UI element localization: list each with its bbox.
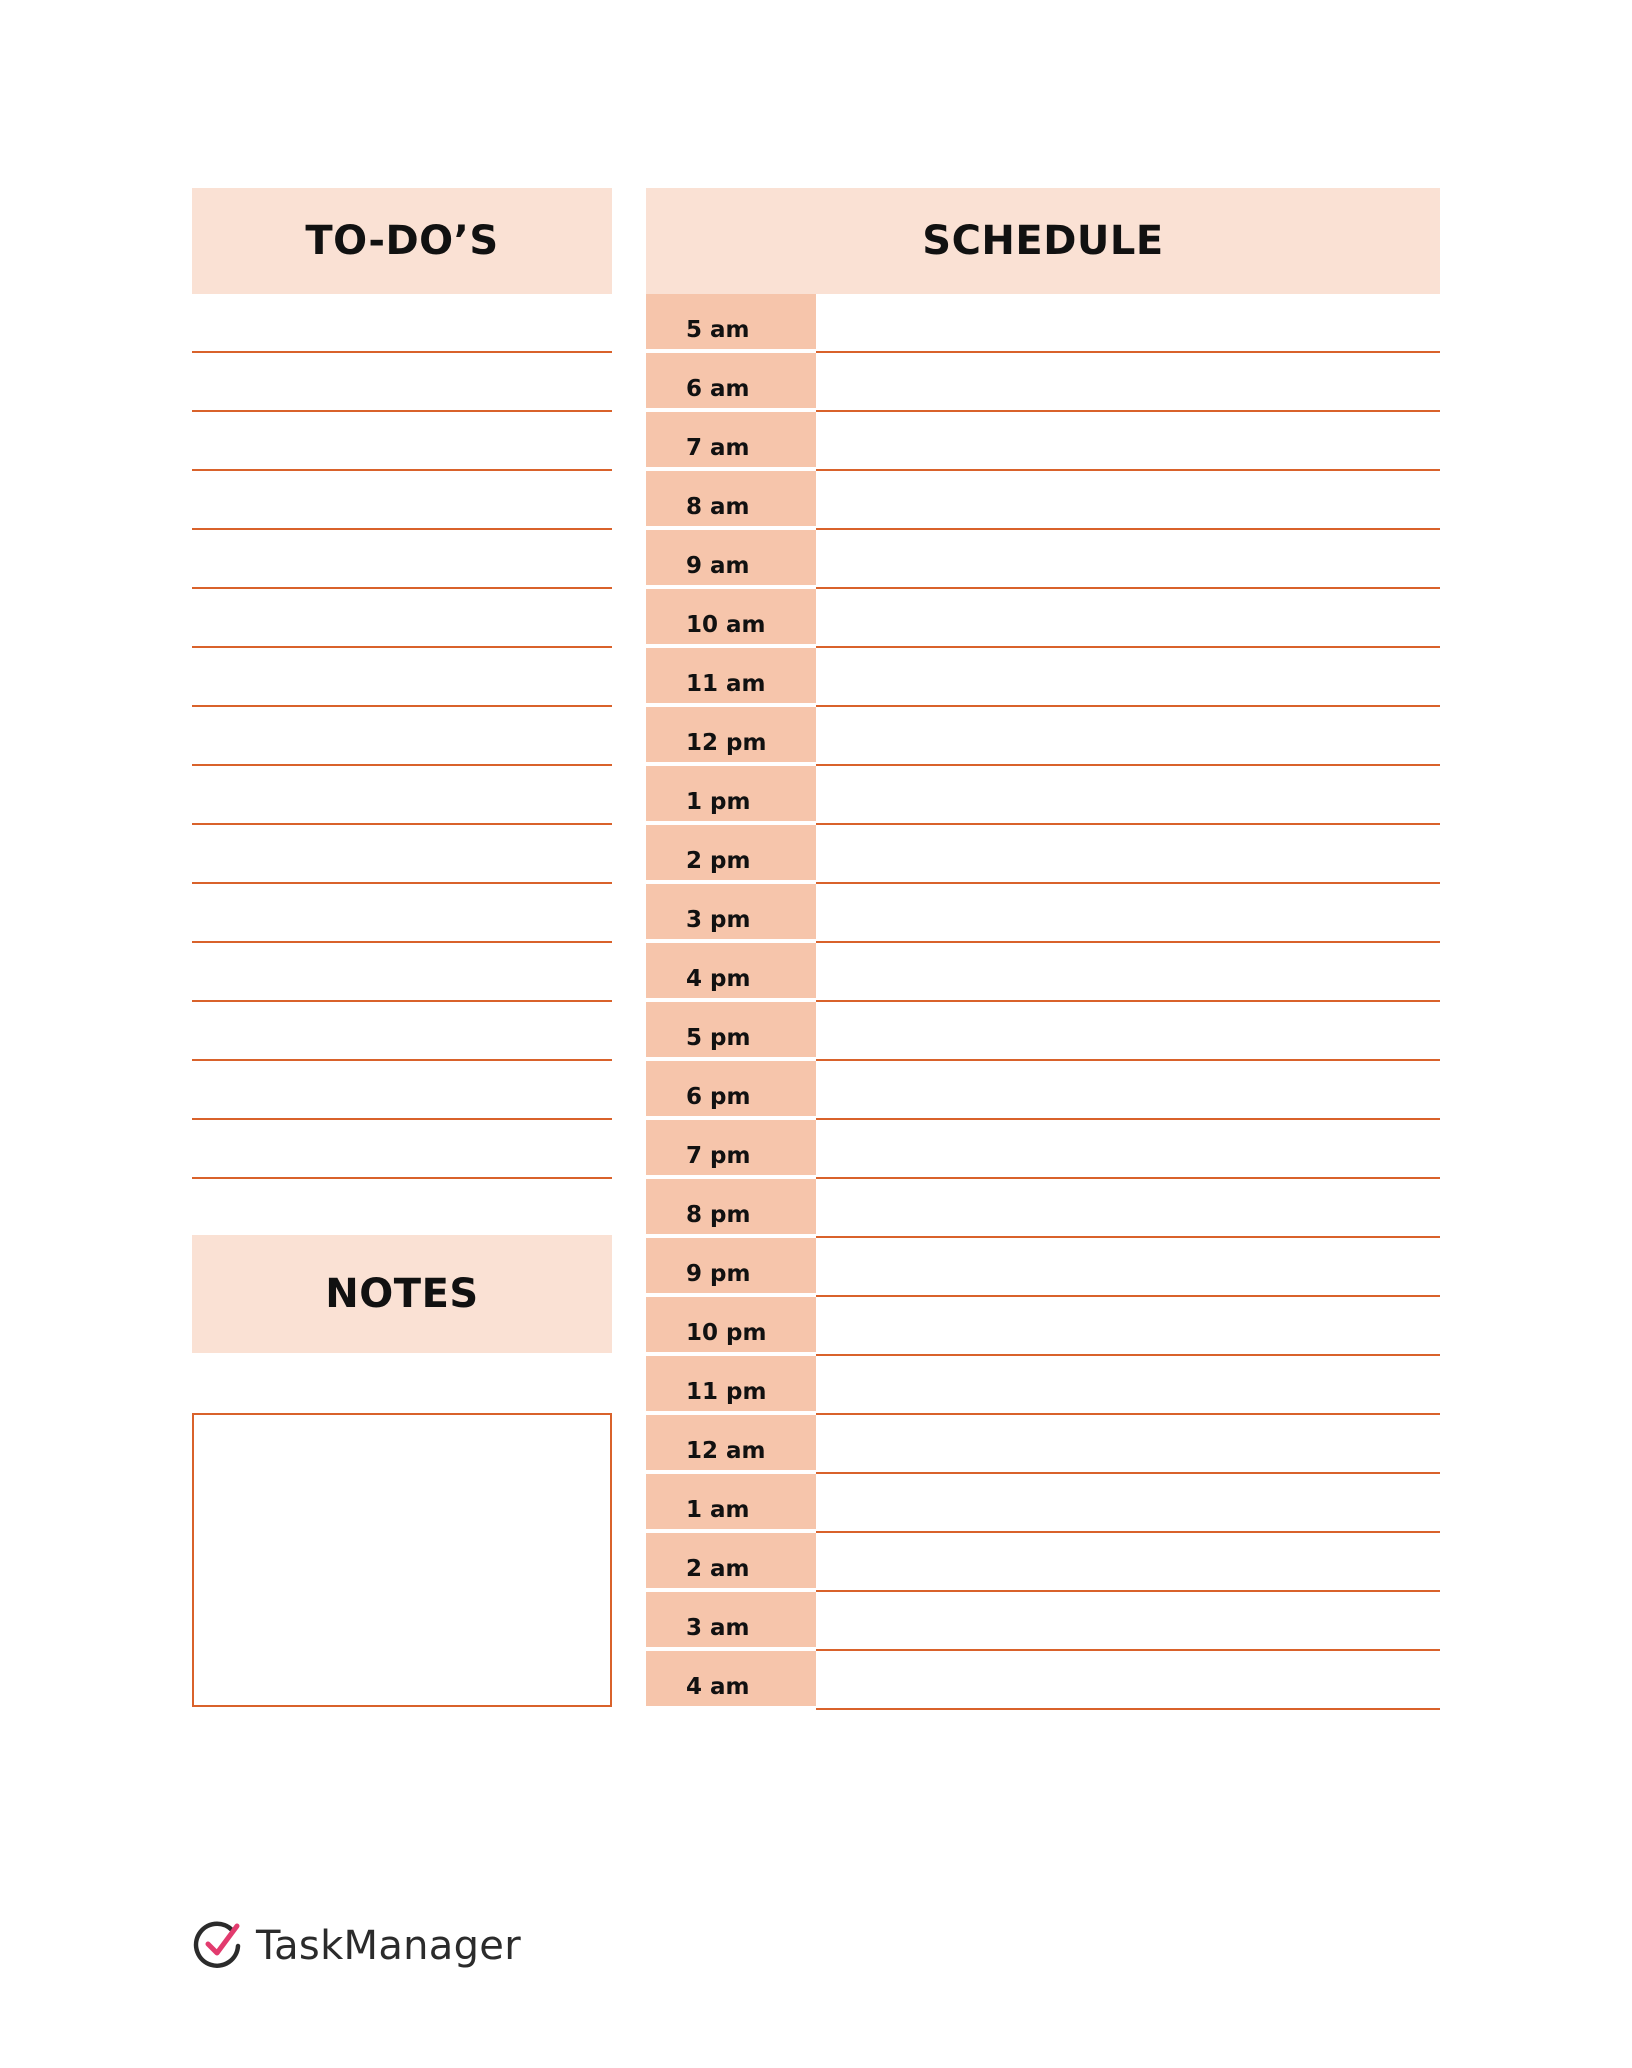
time-text: 12 am xyxy=(686,1438,766,1464)
schedule-row xyxy=(646,1179,1440,1238)
time-label xyxy=(646,766,816,823)
notes-title: NOTES xyxy=(325,1271,479,1317)
schedule-line[interactable] xyxy=(816,825,1440,884)
schedule-row xyxy=(646,766,1440,825)
schedule-row xyxy=(646,530,1440,589)
schedule-row xyxy=(646,943,1440,1002)
time-label xyxy=(646,1356,816,1413)
schedule-line[interactable] xyxy=(816,294,1440,353)
time-text: 7 pm xyxy=(686,1143,751,1169)
time-label xyxy=(646,589,816,646)
todo-line[interactable] xyxy=(192,412,612,471)
schedule-line[interactable] xyxy=(816,943,1440,1002)
schedule-row xyxy=(646,648,1440,707)
time-label xyxy=(646,353,816,410)
schedule-title: SCHEDULE xyxy=(922,218,1164,264)
schedule-line[interactable] xyxy=(816,648,1440,707)
schedule-line[interactable] xyxy=(816,1592,1440,1651)
todo-list xyxy=(192,294,612,1179)
schedule-row xyxy=(646,1651,1440,1710)
schedule-row xyxy=(646,589,1440,648)
time-text: 2 am xyxy=(686,1556,750,1582)
time-text: 5 pm xyxy=(686,1025,751,1051)
time-label xyxy=(646,294,816,351)
time-text: 6 pm xyxy=(686,1084,751,1110)
todo-line[interactable] xyxy=(192,1120,612,1179)
brand-logo xyxy=(192,1920,521,1972)
time-text: 10 pm xyxy=(686,1320,767,1346)
time-text: 6 am xyxy=(686,376,750,402)
time-label xyxy=(646,412,816,469)
time-label xyxy=(646,471,816,528)
time-label xyxy=(646,530,816,587)
time-text: 10 am xyxy=(686,612,766,638)
schedule-row xyxy=(646,1297,1440,1356)
todo-line[interactable] xyxy=(192,589,612,648)
todo-line[interactable] xyxy=(192,825,612,884)
schedule-line[interactable] xyxy=(816,589,1440,648)
time-text: 7 am xyxy=(686,435,750,461)
schedule-line[interactable] xyxy=(816,1238,1440,1297)
schedule-row xyxy=(646,825,1440,884)
time-label xyxy=(646,1533,816,1590)
time-label xyxy=(646,1120,816,1177)
todo-header xyxy=(192,188,612,294)
time-text: 3 am xyxy=(686,1615,750,1641)
schedule-row xyxy=(646,412,1440,471)
time-text: 12 pm xyxy=(686,730,767,756)
schedule-line[interactable] xyxy=(816,707,1440,766)
schedule-line[interactable] xyxy=(816,1002,1440,1061)
schedule-line[interactable] xyxy=(816,1356,1440,1415)
todo-line[interactable] xyxy=(192,707,612,766)
schedule-line[interactable] xyxy=(816,530,1440,589)
brand-name: TaskManager xyxy=(256,1923,521,1969)
time-label xyxy=(646,825,816,882)
schedule-line[interactable] xyxy=(816,766,1440,825)
schedule-row xyxy=(646,1592,1440,1651)
schedule-row xyxy=(646,471,1440,530)
time-label xyxy=(646,884,816,941)
todo-line[interactable] xyxy=(192,943,612,1002)
time-text: 1 am xyxy=(686,1497,750,1523)
notes-area[interactable] xyxy=(192,1413,612,1707)
time-text: 9 pm xyxy=(686,1261,751,1287)
todo-line[interactable] xyxy=(192,766,612,825)
schedule-row xyxy=(646,1061,1440,1120)
schedule-row xyxy=(646,1533,1440,1592)
time-label xyxy=(646,1297,816,1354)
time-label xyxy=(646,1415,816,1472)
schedule-line[interactable] xyxy=(816,1651,1440,1710)
time-label xyxy=(646,1592,816,1649)
time-text: 4 am xyxy=(686,1674,750,1700)
todo-line[interactable] xyxy=(192,471,612,530)
todo-title: TO-DO’S xyxy=(305,218,499,264)
time-label xyxy=(646,1179,816,1236)
todo-line[interactable] xyxy=(192,294,612,353)
time-text: 3 pm xyxy=(686,907,751,933)
schedule-row xyxy=(646,353,1440,412)
time-text: 8 pm xyxy=(686,1202,751,1228)
schedule-line[interactable] xyxy=(816,412,1440,471)
time-label xyxy=(646,1238,816,1295)
notes-header xyxy=(192,1235,612,1353)
schedule-row xyxy=(646,1002,1440,1061)
schedule-line[interactable] xyxy=(816,353,1440,412)
time-label xyxy=(646,943,816,1000)
time-text: 1 pm xyxy=(686,789,751,815)
time-text: 5 am xyxy=(686,317,750,343)
schedule-line[interactable] xyxy=(816,884,1440,943)
schedule-line[interactable] xyxy=(816,1061,1440,1120)
todo-line[interactable] xyxy=(192,1002,612,1061)
time-text: 9 am xyxy=(686,553,750,579)
schedule-row xyxy=(646,1415,1440,1474)
schedule-row xyxy=(646,1356,1440,1415)
time-text: 8 am xyxy=(686,494,750,520)
time-label xyxy=(646,1002,816,1059)
time-label xyxy=(646,707,816,764)
schedule-line[interactable] xyxy=(816,471,1440,530)
schedule-row xyxy=(646,707,1440,766)
schedule-row xyxy=(646,1120,1440,1179)
todo-line[interactable] xyxy=(192,530,612,589)
todo-line[interactable] xyxy=(192,648,612,707)
schedule-header xyxy=(646,188,1440,294)
schedule-line[interactable] xyxy=(816,1120,1440,1179)
schedule-grid xyxy=(646,294,1440,1710)
schedule-row xyxy=(646,294,1440,353)
todo-line[interactable] xyxy=(192,353,612,412)
schedule-line[interactable] xyxy=(816,1415,1440,1474)
schedule-row xyxy=(646,1474,1440,1533)
schedule-line[interactable] xyxy=(816,1179,1440,1238)
todo-line[interactable] xyxy=(192,1061,612,1120)
schedule-row xyxy=(646,884,1440,943)
time-label xyxy=(646,1651,816,1708)
schedule-row xyxy=(646,1238,1440,1297)
check-circle-icon xyxy=(192,1920,244,1972)
schedule-line[interactable] xyxy=(816,1533,1440,1592)
time-label xyxy=(646,648,816,705)
schedule-line[interactable] xyxy=(816,1474,1440,1533)
time-text: 2 pm xyxy=(686,848,751,874)
time-label xyxy=(646,1061,816,1118)
time-label xyxy=(646,1474,816,1531)
time-text: 11 pm xyxy=(686,1379,767,1405)
time-text: 4 pm xyxy=(686,966,751,992)
todo-line[interactable] xyxy=(192,884,612,943)
schedule-line[interactable] xyxy=(816,1297,1440,1356)
time-text: 11 am xyxy=(686,671,766,697)
